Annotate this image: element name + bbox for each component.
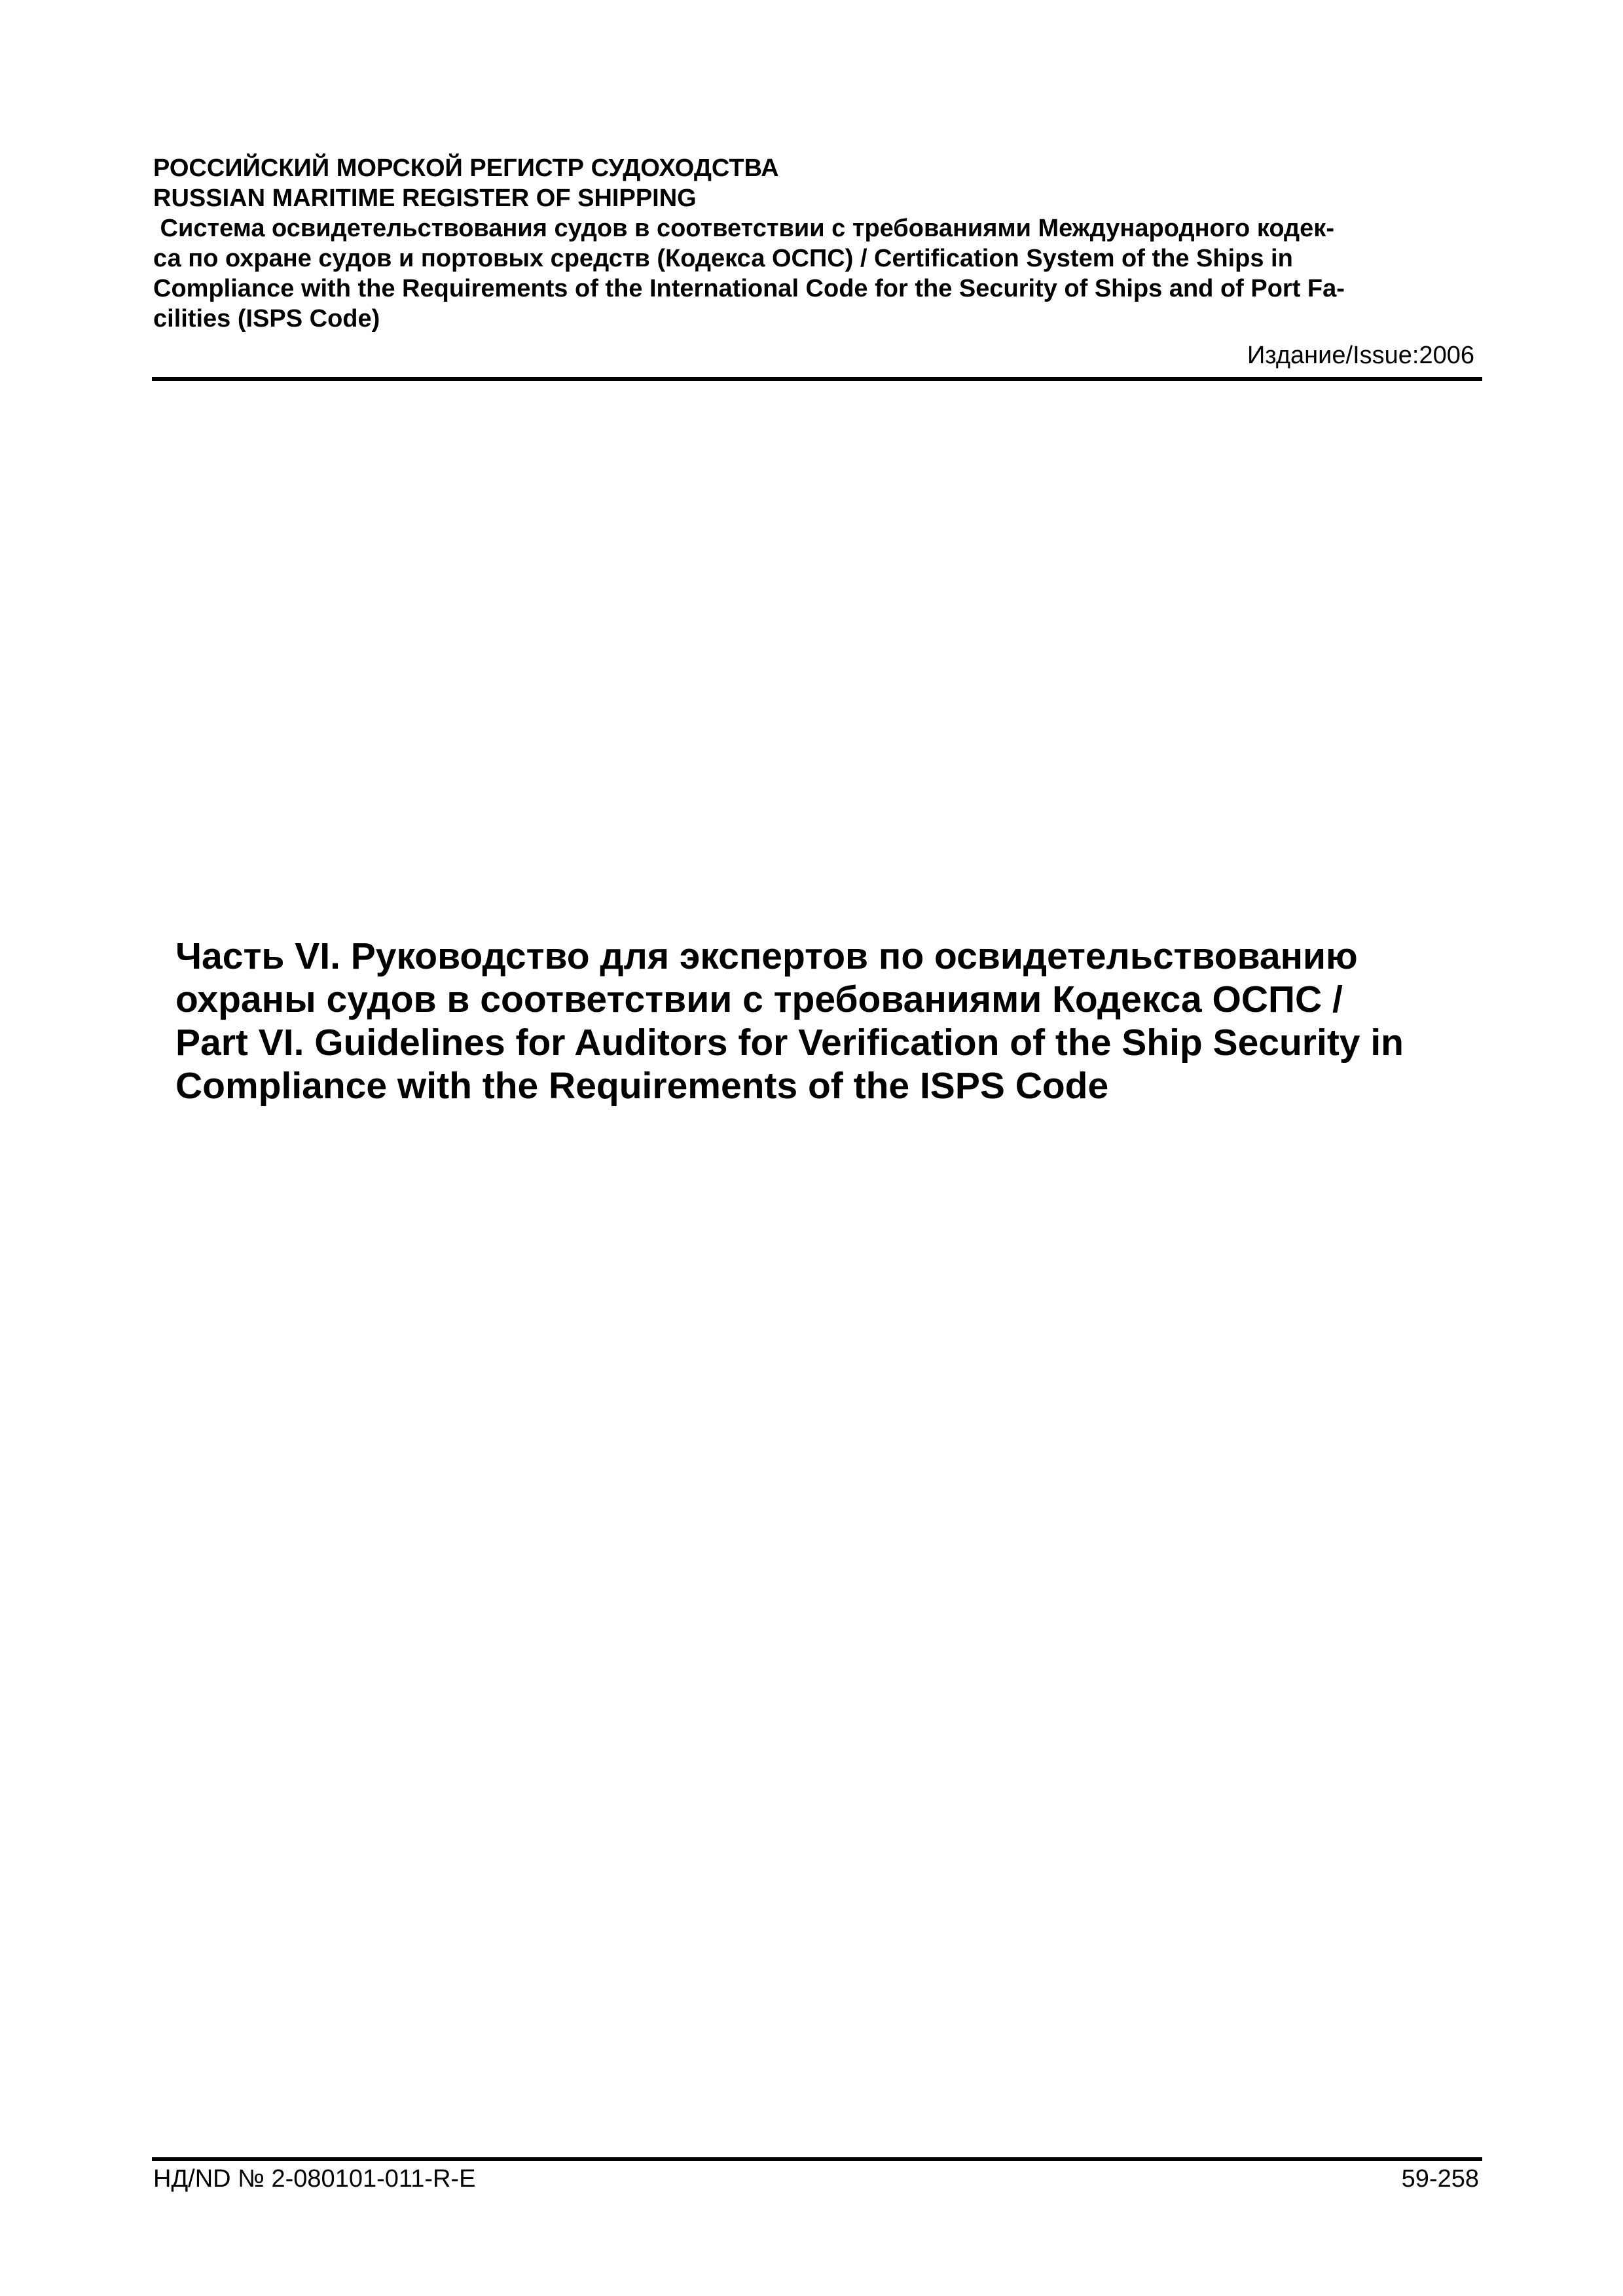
description-line: Compliance with the Requirements of the International Code for the Security of Ships and of Port Fa- [153,275,1345,302]
part-title [175,935,1472,1107]
organization-name-en: RUSSIAN MARITIME REGISTER OF SHIPPING [153,185,697,212]
description-line: Система освидетельствования судов в соответствии с требованиями Международного кодек- [153,215,1334,242]
title-line: Part VI. Guidelines for Auditors for Verification of the Ship Security in [175,1022,1404,1064]
document-number: НД/ND № 2-080101-011-R-E [153,2165,476,2193]
title-line: Compliance with the Requirements of the ISPS Code [175,1065,1109,1107]
certification-system-description [153,213,1476,334]
document-header [153,153,1481,370]
title-line: охраны судов в соответствии с требованиями Кодекса ОСПС / [175,978,1343,1020]
header-divider [152,377,1482,381]
title-line: Часть VI. Руководство для экспертов по освидетельствованию [175,935,1358,977]
issue-label: Издание/Issue:2006 [1247,342,1474,369]
page-number: 59-258 [1401,2165,1479,2193]
description-line: cilities (ISPS Code) [153,305,380,332]
footer-divider [152,2157,1482,2161]
organization-name-ru: РОССИЙСКИЙ МОРСКОЙ РЕГИСТР СУДОХОДСТВА [153,154,779,182]
description-line: са по охране судов и портовых средств (Кодекса ОСПС) / Certification System of the Ships in [153,245,1293,272]
